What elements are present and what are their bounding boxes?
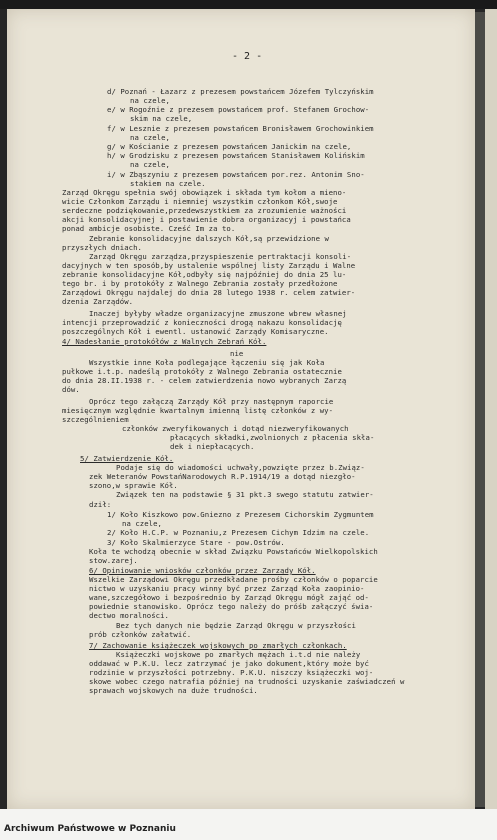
text-line: Koła te wchodzą obecnie w skład Związku Powstańców Wielkopolskich (89, 547, 378, 556)
text-line: na czele, (130, 160, 170, 169)
text-line: przyszłych dniach. (62, 243, 142, 252)
text-line: powiednie stanowisko. Oprócz tego należy do próśb załączyć świa- (89, 602, 374, 611)
text-line: stakiem na czele. (130, 179, 206, 188)
text-line: tego br. i by protokóły z Walnego Zebrania zostały przedłożone (62, 279, 338, 288)
text-line: ponad ambicje osobiste. Cześć Im za to. (62, 224, 236, 233)
text-line: e/ w Rogoźnie z prezesem powstańcem prof. Stefanem Grochow- (107, 105, 370, 114)
scan-border (0, 0, 497, 9)
text-line: 3/ Koło Skalmierzyce Stare - pow.Ostrów. (107, 538, 285, 547)
section-heading-4: 4/ Nadesłanie protokółów z Walnych Zebrań Kół. (62, 337, 267, 346)
text-line: dzenia Zarządów. (62, 297, 134, 306)
text-line: Książeczki wojskowe po zmarłych mężach i.t.d nie należy (116, 650, 361, 659)
text-line: Zarząd Okręgu zarządza,przyspieszenie pertraktacji konsoli- (89, 252, 352, 261)
text-line: i/ w Zbąszyniu z prezesem powstańcem por.rez. Antonim Sno- (107, 170, 365, 179)
text-line: skim na czele, (130, 114, 193, 123)
text-line: oddawać w P.K.U. lecz zatrzymać je jako dokument,który może być (89, 659, 369, 668)
text-line: rodzinie w przyszłości potrzebny. P.K.U. niszczy książeczki woj- (89, 668, 374, 677)
text-line: dek i niepłacących. (170, 442, 255, 451)
text-line: nictwo w uzyskaniu pracy winny być przez Zarząd Koła zaopinio- (89, 584, 365, 593)
text-line: szono,w sprawie Kół. (89, 481, 178, 490)
text-line: prób członków załatwić. (89, 630, 192, 639)
underlying-page-strip (485, 9, 497, 809)
page-number: - 2 - (232, 51, 263, 62)
text-line: do dnia 28.II.1938 r. - celem zatwierdzenia nowo wybranych Zarzą (62, 376, 347, 385)
text-line: zebranie konsolidacyjne Kół,odbyły się najpóźniej do dnia 25 lu- (62, 270, 347, 279)
text-line: h/ w Grodzisku z prezesem powstańcem Stanisławem Kolińskim (107, 151, 365, 160)
text-line: na czele, (122, 519, 162, 528)
text-line: dów. (62, 385, 80, 394)
text-line: wicie Członkom Zarządu i niemniej wszystkim członkom Kół,swoje (62, 197, 338, 206)
text-line: Wszystkie inne Koła podlegające łączeniu się jak Koła (89, 358, 325, 367)
text-line: 1/ Koło Kiszkowo pow.Gniezno z Prezesem Cichorskim Zygmuntem (107, 510, 374, 519)
text-line: zek Weteranów PowstańNarodowych R.P.1914/19 a dotąd niezgło- (89, 472, 356, 481)
text-line: skowe wobec czego natrafia później na trudności uzyskanie zaświadczeń w (89, 677, 405, 686)
text-line: dacyjnych w ten sposób,by ustalenie wspólnej listy Zarządu i Walne (62, 261, 356, 270)
text-line: nie (230, 349, 244, 358)
text-line: poszczególnych Kół i ewentl. ustanowić Zarządy Komisaryczne. (62, 327, 329, 336)
text-line: dził: (89, 500, 112, 509)
text-line: f/ w Lesznie z prezesem powstańcem Bronisławem Grochowinkiem (107, 124, 374, 133)
text-line: d/ Poznań - Łazarz z prezesem powstańcem Józefem Tylczyńskim (107, 87, 374, 96)
text-line: miesięcznym względnie kwartalnym imienną listę członków z wy- (62, 406, 334, 415)
text-line: na czele, (130, 96, 170, 105)
text-line: Zarząd Okręgu spełnia swój obowiązek i składa tym kołom a mieno- (62, 188, 347, 197)
text-line: akcji konsolidacyjnej i postawienie dobra organizacyj i powstańca (62, 215, 351, 224)
text-line: Wszelkie Zarządowi Okręgu przedkładane prośby członków o poparcie (89, 575, 378, 584)
text-line: g/ w Kościanie z prezesem powstańcem Janickim na czele, (107, 142, 352, 151)
text-line: 2/ Koło H.C.P. w Poznaniu,z Prezesem Cichym Idzim na czele. (107, 528, 370, 537)
text-line: Oprócz tego załączą Zarządy Kół przy następnym raporcie (89, 397, 334, 406)
text-line: szczególnieniem (62, 415, 129, 424)
text-line: na czele, (130, 133, 170, 142)
text-line: Zarządowi Okręgu najdalej do dnia 28 lutego 1938 r. celem zatwier- (62, 288, 356, 297)
text-line: Związek ten na podstawie § 31 pkt.3 swego statutu zatwier- (116, 490, 374, 499)
text-line: serdeczne podziękowanie,przedewszystkiem za zrozumienie ważności (62, 206, 347, 215)
text-line: Podaje się do wiadomości uchwały,powzięte przez b.Związ- (116, 463, 365, 472)
text-line: Inaczej byłyby władze organizacyjne zmuszone wbrew własnej (89, 309, 347, 318)
section-heading-6: 6/ Opiniowanie wniosków członków przez Zarządy Kół. (89, 566, 316, 575)
text-line: płacących składki,zwolnionych z płacenia skła- (170, 433, 375, 442)
text-line: stow.zarej. (89, 556, 138, 565)
section-heading-5: 5/ Zatwierdzenie Kół. (80, 454, 174, 463)
text-line: pułkowe i.t.p. nadeślą protokóły z Walnego Zebrania ostatecznie (62, 367, 342, 376)
archive-footer-label: Archiwum Państwowe w Poznaniu (4, 824, 176, 834)
text-line: wane,szczegółowo i bezpośrednio by Zarząd Okręgu mógł zająć od- (89, 593, 369, 602)
page-edge-shadow (475, 12, 485, 807)
text-line: sprawach wojskowych na duże trudności. (89, 686, 258, 695)
text-line: dectwo moralności. (89, 611, 169, 620)
text-line: Zebranie konsolidacyjne dalszych Kół,są przewidzione w (89, 234, 329, 243)
text-line: członków zweryfikowanych i dotąd niezweryfikowanych (122, 424, 349, 433)
text-line: Bez tych danych nie będzie Zarząd Okręgu w przyszłości (116, 621, 356, 630)
text-line: intencji przeprowadzić z konieczności drogą nakazu konsolidację (62, 318, 342, 327)
section-heading-7: 7/ Zachowanie książeczek wojskowych po zmarłych członkach. (89, 641, 347, 650)
